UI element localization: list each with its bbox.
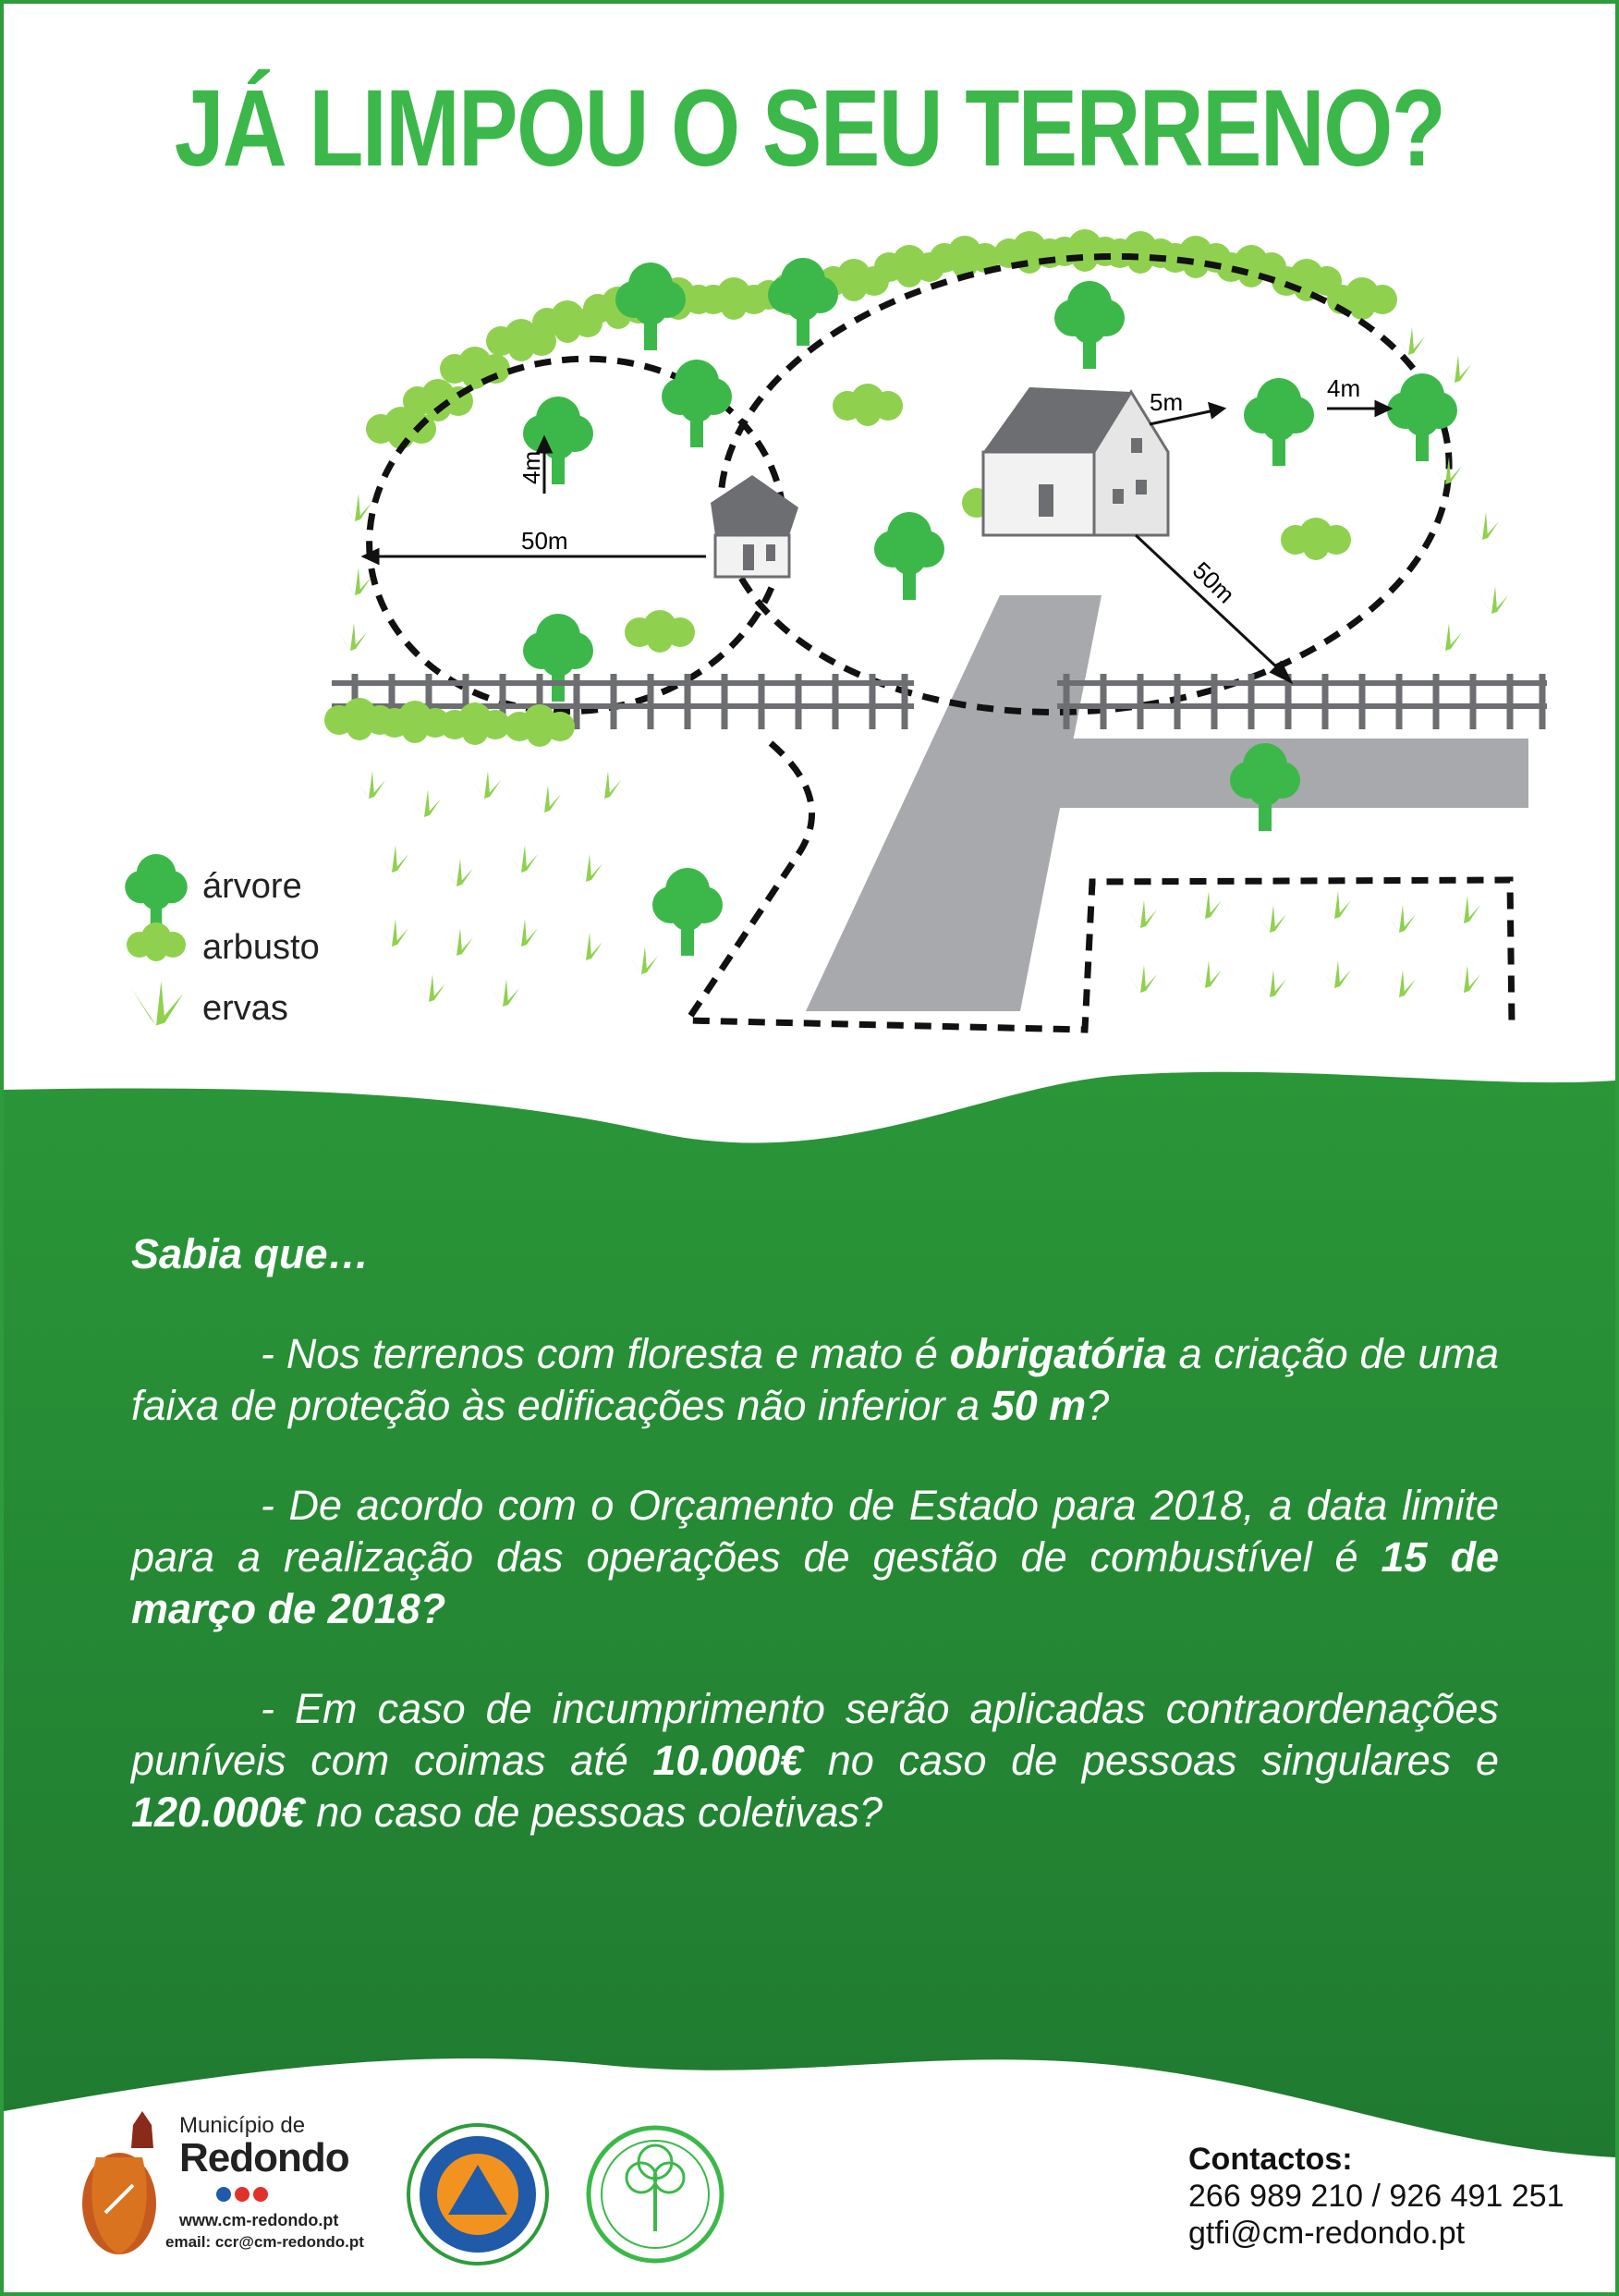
p2-text-a: - De acordo com o Orçamento de Estado para 2018, a data limite para a realização das operações de gestão de combustível é (131, 1482, 1499, 1581)
p1-bold-d: 50 m (991, 1382, 1087, 1429)
p1-text-a: - Nos terrenos com floresta e mato é (261, 1330, 950, 1377)
contact-phones[interactable]: 266 989 210 / 926 491 251 (1188, 2179, 1564, 2214)
municipality-email[interactable]: email: ccr@cm-redondo.pt (165, 2233, 364, 2251)
p3-bold-d: 120.000€ (131, 1789, 305, 1836)
contacts-heading: Contactos: (1188, 2142, 1353, 2177)
p2-bold-b: 15 de março de 2018? (131, 1533, 1499, 1632)
legend-label: arbusto (202, 928, 320, 967)
legend-label: ervas (202, 989, 288, 1028)
info-text (131, 1228, 1499, 1887)
green-banner (4, 4, 1615, 2292)
paragraph-protection-strip (131, 1328, 1499, 1432)
intro-text: Sabia que… (131, 1230, 370, 1277)
gtf-tree-logo (589, 2128, 722, 2261)
municipality-label: Município de (179, 2113, 306, 2138)
website-link[interactable]: www.cm-redondo.pt (179, 2211, 339, 2229)
label-4m: 4m (1327, 374, 1361, 402)
label-4m-height: 4m (517, 450, 545, 484)
p1-text-c: a criação de uma faixa de proteção às edificações não inferior a (131, 1330, 1499, 1429)
paragraph-fines (131, 1683, 1499, 1838)
redondo-logo-icon (82, 2111, 156, 2254)
label-50m-left: 50m (521, 527, 568, 555)
p3-text-c: no caso de pessoas singulares e (803, 1737, 1499, 1784)
protecao-civil-logo (408, 2125, 547, 2264)
p1-text-e: ? (1086, 1382, 1110, 1429)
municipality-name: Redondo (179, 2135, 349, 2180)
contact-email[interactable]: gtfi@cm-redondo.pt (1188, 2216, 1466, 2251)
page-title: JÁ LIMPOU O SEU TERRENO? (174, 67, 1445, 189)
label-50m-right: 50m (1187, 556, 1241, 609)
p3-text-a: - Em caso de incumprimento serão aplicadas contraordenações puníveis com coimas até (131, 1685, 1499, 1784)
p3-text-e: no caso de pessoas coletivas? (304, 1789, 883, 1836)
legend-label: árvore (202, 867, 302, 906)
label-5m: 5m (1150, 388, 1184, 416)
google-plus-icon[interactable] (253, 2187, 268, 2202)
paragraph-deadline (131, 1480, 1499, 1635)
contacts-block (1188, 2141, 1564, 2252)
p3-bold-b: 10.000€ (652, 1737, 804, 1784)
youtube-icon[interactable] (235, 2187, 250, 2202)
facebook-icon[interactable] (216, 2187, 231, 2202)
p1-bold-b: obrigatória (949, 1330, 1167, 1377)
